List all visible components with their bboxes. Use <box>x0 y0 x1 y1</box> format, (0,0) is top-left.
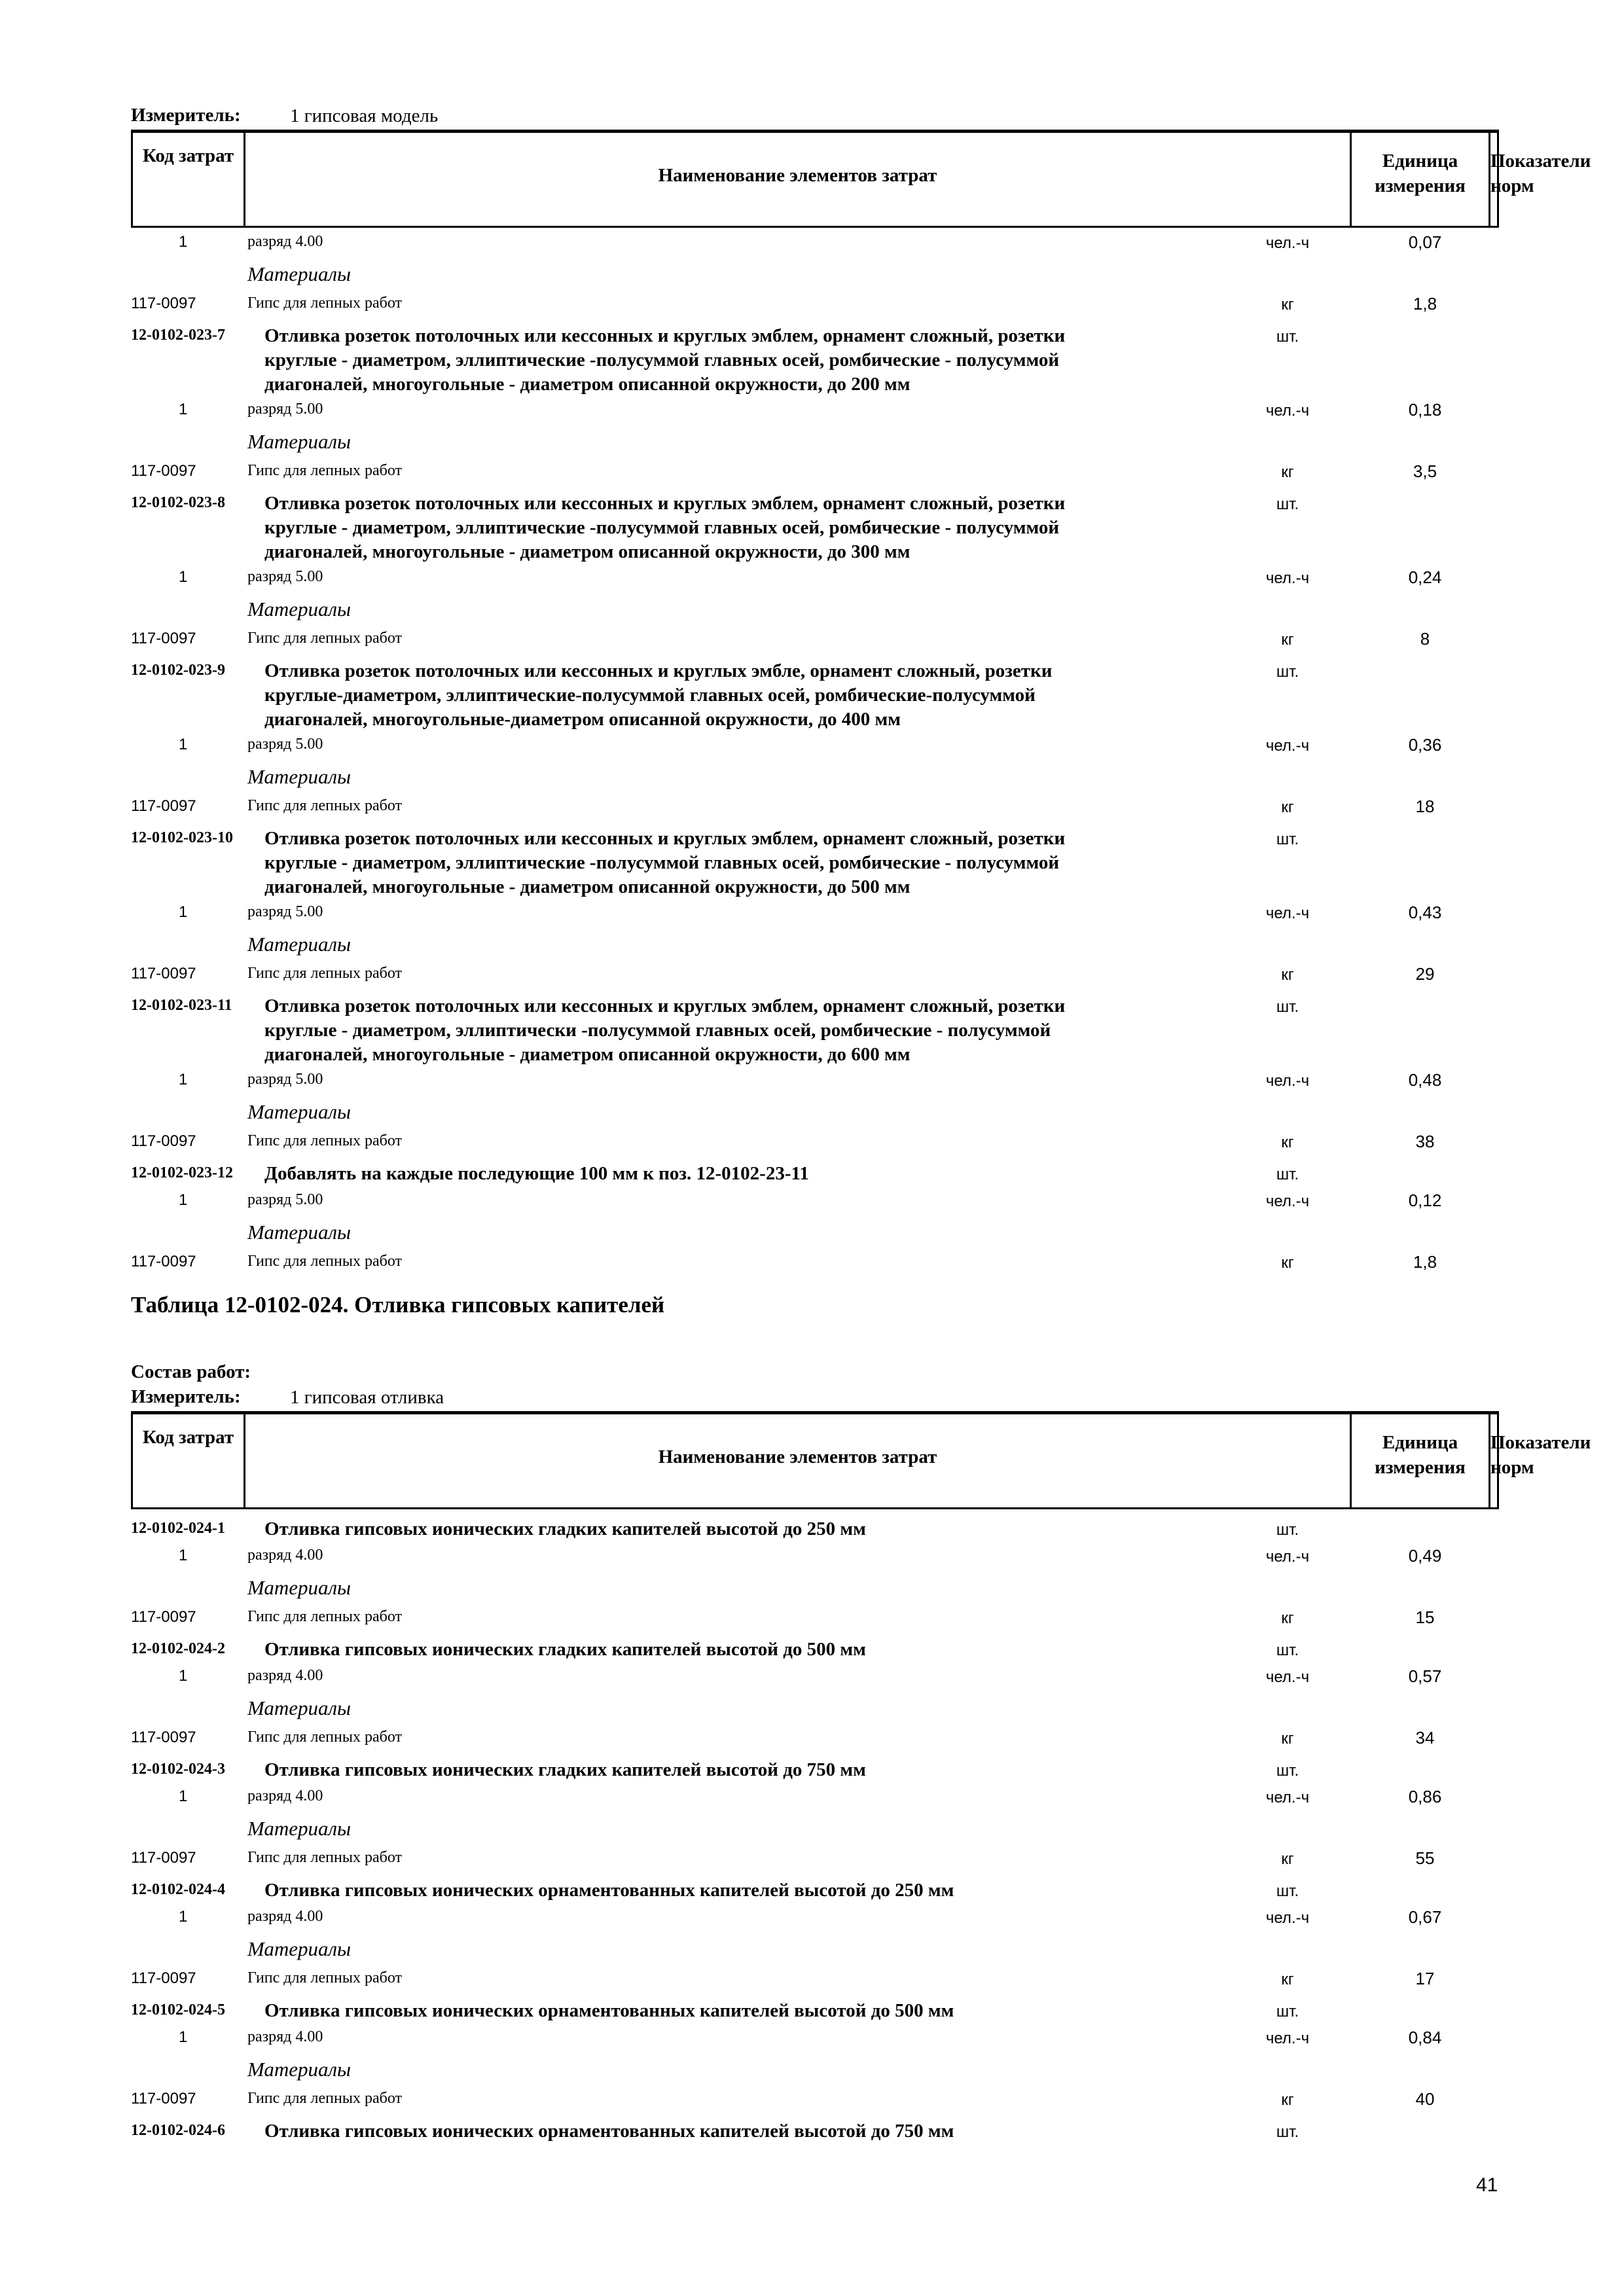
unit-cell: чел.-ч <box>1265 905 1310 922</box>
norm-value: 0,84 <box>1408 2028 1442 2047</box>
unit-cell: шт. <box>1276 1762 1299 1780</box>
norm-value: 0,86 <box>1408 1787 1442 1806</box>
resource-name: разряд 5.00 <box>247 903 323 920</box>
materials-heading: Материалы <box>247 1576 352 1599</box>
resource-name: разряд 5.00 <box>247 736 323 753</box>
resource-code: 117-0097 <box>131 965 196 982</box>
resource-code: 1 <box>179 2028 188 2046</box>
header-name: Наименование элементов затрат <box>245 133 1352 226</box>
norm-value: 15 <box>1415 1607 1435 1627</box>
materials-heading: Материалы <box>247 1100 352 1123</box>
unit-cell: чел.-ч <box>1265 1789 1310 1806</box>
resource-code: 117-0097 <box>131 462 196 480</box>
resource-code: 1 <box>179 1191 188 1209</box>
table-header-2 <box>131 1412 1591 1509</box>
unit-cell: шт. <box>1276 495 1299 513</box>
unit-cell: кг <box>1281 1850 1294 1868</box>
table-header-1 <box>131 131 1591 228</box>
materials-heading: Материалы <box>247 430 352 453</box>
resource-code: 1 <box>179 1547 188 1564</box>
position-title-line2: круглые - диаметром, эллиптические -полусуммой главных осей, ромбические - полусуммой <box>264 517 1060 538</box>
norm-value: 0,67 <box>1408 1907 1442 1927</box>
unit-cell: кг <box>1281 798 1294 816</box>
resource-name: Гипс для лепных работ <box>247 295 403 312</box>
header-norm-2: Показатели норм <box>1490 1432 1591 1478</box>
resource-name: Гипс для лепных работ <box>247 2090 403 2107</box>
header-unit: Единица измерения <box>1352 133 1490 226</box>
norm-value: 0,24 <box>1408 567 1442 587</box>
unit-cell: кг <box>1281 966 1294 984</box>
resource-name: разряд 4.00 <box>247 1547 323 1564</box>
norm-value: 18 <box>1415 797 1435 816</box>
resource-name: Гипс для лепных работ <box>247 1253 403 1270</box>
norm-value: 0,57 <box>1408 1666 1442 1686</box>
resource-code: 117-0097 <box>131 630 196 647</box>
position-title-line2: круглые - диаметром, эллиптические -полусуммой главных осей, ромбические - полусуммой <box>264 350 1060 370</box>
resource-name: разряд 5.00 <box>247 401 323 418</box>
measure-value-2: 1 гипсовая отливка <box>290 1387 444 1408</box>
resource-code: 117-0097 <box>131 1253 196 1270</box>
unit-cell: шт. <box>1276 998 1299 1016</box>
norm-value: 40 <box>1415 2089 1435 2109</box>
header-code: Код затрат <box>133 133 245 226</box>
position-title-line1: Отливка гипсовых ионических гладких капителей высотой до 750 мм <box>264 1759 866 1780</box>
position-title-line1: Отливка гипсовых ионических гладких капителей высотой до 500 мм <box>264 1639 866 1660</box>
position-code: 12-0102-024-3 <box>131 1761 225 1778</box>
unit-cell: шт. <box>1276 328 1299 346</box>
position-code: 12-0102-023-7 <box>131 327 225 344</box>
resource-code: 117-0097 <box>131 797 196 815</box>
unit-cell: кг <box>1281 463 1294 481</box>
materials-heading: Материалы <box>247 598 352 620</box>
unit-cell: шт. <box>1276 1166 1299 1183</box>
unit-cell: кг <box>1281 1609 1294 1627</box>
norm-value: 0,48 <box>1408 1070 1442 1090</box>
norm-value: 0,12 <box>1408 1191 1442 1210</box>
resource-name: Гипс для лепных работ <box>247 462 403 479</box>
unit-cell: кг <box>1281 296 1294 314</box>
unit-cell: чел.-ч <box>1265 569 1310 587</box>
resource-code: 117-0097 <box>131 2090 196 2108</box>
header-code-2: Код затрат <box>133 1414 245 1507</box>
position-code: 12-0102-023-8 <box>131 494 225 511</box>
position-title-line1: Отливка розеток потолочных или кессонных и круглых эмблем, орнамент сложный, розетки <box>264 828 1066 849</box>
position-title-line2: круглые - диаметром, эллиптические -полусуммой главных осей, ромбические - полусуммой <box>264 852 1060 873</box>
norm-value: 0,43 <box>1408 903 1442 922</box>
resource-code: 1 <box>179 568 188 586</box>
resource-name: разряд 4.00 <box>247 2028 323 2045</box>
unit-cell: кг <box>1281 1971 1294 1988</box>
resource-code: 1 <box>179 1667 188 1685</box>
unit-cell: кг <box>1281 1254 1294 1272</box>
position-code: 12-0102-024-1 <box>131 1520 225 1537</box>
unit-cell: кг <box>1281 631 1294 649</box>
header-name-2: Наименование элементов затрат <box>245 1414 1352 1507</box>
composition-label: Состав работ: <box>131 1361 251 1382</box>
resource-code: 117-0097 <box>131 1132 196 1150</box>
resource-code: 117-0097 <box>131 295 196 312</box>
position-title-line1: Отливка гипсовых ионических гладких капителей высотой до 250 мм <box>264 1518 866 1539</box>
resource-name: Гипс для лепных работ <box>247 1608 403 1625</box>
unit-cell: чел.-ч <box>1265 1548 1310 1566</box>
header-norm: Показатели норм <box>1490 151 1591 196</box>
position-code: 12-0102-023-10 <box>131 829 233 846</box>
resource-name: разряд 5.00 <box>247 1071 323 1088</box>
resource-name: разряд 5.00 <box>247 1191 323 1208</box>
position-title-line3: диагоналей, многоугольные - диаметром описанной окружности, до 500 мм <box>264 876 911 897</box>
resource-code: 1 <box>179 903 188 921</box>
resource-code: 1 <box>179 1908 188 1926</box>
position-title-line1: Отливка гипсовых ионических орнаментованных капителей высотой до 250 мм <box>264 1880 954 1901</box>
position-code: 12-0102-024-6 <box>131 2122 225 2139</box>
resource-name: разряд 4.00 <box>247 1908 323 1925</box>
unit-cell: кг <box>1281 1730 1294 1748</box>
norm-value: 0,36 <box>1408 735 1442 755</box>
position-title-line1: Отливка розеток потолочных или кессонных и круглых эмблем, орнамент сложный, розетки <box>264 493 1066 514</box>
position-title-line1: Отливка гипсовых ионических орнаментованных капителей высотой до 750 мм <box>264 2121 954 2142</box>
unit-cell: шт. <box>1276 663 1299 681</box>
position-title-line1: Отливка розеток потолочных или кессонных и круглых эмбле, орнамент сложный, розетки <box>264 660 1053 681</box>
position-code: 12-0102-024-2 <box>131 1640 225 1657</box>
position-title-line3: диагоналей, многоугольные - диаметром описанной окружности, до 200 мм <box>264 374 911 395</box>
resource-code: 117-0097 <box>131 1849 196 1867</box>
unit-cell: чел.-ч <box>1265 402 1310 420</box>
materials-heading: Материалы <box>247 1937 352 1960</box>
resource-code: 117-0097 <box>131 1608 196 1626</box>
norm-value: 55 <box>1415 1848 1435 1868</box>
unit-cell: шт. <box>1276 2123 1299 2141</box>
position-title-line3: диагоналей, многоугольные - диаметром описанной окружности, до 600 мм <box>264 1044 911 1065</box>
page-number: 41 <box>1476 2174 1498 2196</box>
resource-name: разряд 5.00 <box>247 568 323 585</box>
norm-value: 3,5 <box>1413 461 1437 481</box>
resource-code: 1 <box>179 736 188 753</box>
unit-cell: шт. <box>1276 1641 1299 1659</box>
resource-name: Гипс для лепных работ <box>247 797 403 814</box>
measure-label-2: Измеритель: <box>131 1386 241 1407</box>
unit-cell: чел.-ч <box>1265 1668 1310 1686</box>
unit-cell: кг <box>1281 2091 1294 2109</box>
resource-code: 117-0097 <box>131 1729 196 1746</box>
position-title-line1: Отливка гипсовых ионических орнаментованных капителей высотой до 500 мм <box>264 2000 954 2021</box>
norm-value: 1,8 <box>1413 294 1437 314</box>
position-code: 12-0102-024-4 <box>131 1881 225 1898</box>
unit-cell: чел.-ч <box>1265 1193 1310 1210</box>
position-title-line2: круглые-диаметром, эллиптические-полусуммой главных осей, ромбические-полусуммой <box>264 685 1036 706</box>
resource-code: 1 <box>179 1071 188 1088</box>
resource-name: Гипс для лепных работ <box>247 630 403 647</box>
norm-value: 17 <box>1415 1969 1435 1988</box>
materials-heading: Материалы <box>247 933 352 956</box>
unit-cell: шт. <box>1276 831 1299 848</box>
resource-name: Гипс для лепных работ <box>247 1849 403 1866</box>
resource-name: Гипс для лепных работ <box>247 1132 403 1149</box>
unit-cell: шт. <box>1276 1521 1299 1539</box>
resource-code: 117-0097 <box>131 1969 196 1987</box>
norm-value: 38 <box>1415 1132 1435 1151</box>
position-title-line2: круглые - диаметром, эллиптически -полусуммой главных осей, ромбические - полусуммой <box>264 1020 1051 1041</box>
resource-code: 1 <box>179 1787 188 1805</box>
position-title-line3: диагоналей, многоугольные - диаметром описанной окружности, до 300 мм <box>264 541 911 562</box>
position-code: 12-0102-023-11 <box>131 997 232 1014</box>
resource-name: разряд 4.00 <box>247 1667 323 1684</box>
position-code: 12-0102-024-5 <box>131 2001 225 2018</box>
table-title: Таблица 12-0102-024. Отливка гипсовых капителей <box>131 1292 665 1318</box>
materials-heading: Материалы <box>247 2058 352 2081</box>
unit-cell: чел.-ч <box>1265 1072 1310 1090</box>
unit-cell: шт. <box>1276 1882 1299 1900</box>
unit-cell: кг <box>1281 1134 1294 1151</box>
norm-value: 34 <box>1415 1728 1435 1748</box>
position-code: 12-0102-023-9 <box>131 662 225 679</box>
norm-value: 0,49 <box>1408 1546 1442 1566</box>
position-title-line1: Отливка розеток потолочных или кессонных и круглых эмблем, орнамент сложный, розетки <box>264 996 1066 1016</box>
resource-code: 1 <box>179 401 188 418</box>
norm-value: 1,8 <box>1413 1252 1437 1272</box>
unit-cell: чел.-ч <box>1265 234 1310 252</box>
resource-name: Гипс для лепных работ <box>247 1729 403 1746</box>
norm-value: 0,18 <box>1408 400 1442 420</box>
materials-heading: Материалы <box>247 262 352 285</box>
norm-value: 29 <box>1415 964 1435 984</box>
position-title-line3: диагоналей, многоугольные-диаметром описанной окружности, до 400 мм <box>264 709 901 730</box>
resource-code: 1 <box>179 233 188 251</box>
materials-heading: Материалы <box>247 1221 352 1244</box>
resource-name: разряд 4.00 <box>247 1787 323 1804</box>
unit-cell: чел.-ч <box>1265 1909 1310 1927</box>
unit-cell: чел.-ч <box>1265 2030 1310 2047</box>
materials-heading: Материалы <box>247 765 352 788</box>
position-title-line1: Отливка розеток потолочных или кессонных и круглых эмблем, орнамент сложный, розетки <box>264 325 1066 346</box>
resource-name: Гипс для лепных работ <box>247 1969 403 1986</box>
unit-cell: чел.-ч <box>1265 737 1310 755</box>
position-code: 12-0102-023-12 <box>131 1164 233 1181</box>
norm-value: 8 <box>1420 629 1430 649</box>
materials-heading: Материалы <box>247 1696 352 1719</box>
materials-heading: Материалы <box>247 1817 352 1840</box>
measure-value: 1 гипсовая модель <box>290 105 439 126</box>
resource-name: Гипс для лепных работ <box>247 965 403 982</box>
unit-cell: шт. <box>1276 2003 1299 2020</box>
header-unit-2: Единица измерения <box>1352 1414 1490 1507</box>
measure-label: Измеритель: <box>131 105 241 126</box>
position-title-line1: Добавлять на каждые последующие 100 мм к поз. 12-0102-23-11 <box>264 1163 809 1184</box>
norm-value: 0,07 <box>1408 232 1442 252</box>
resource-name: разряд 4.00 <box>247 233 323 250</box>
